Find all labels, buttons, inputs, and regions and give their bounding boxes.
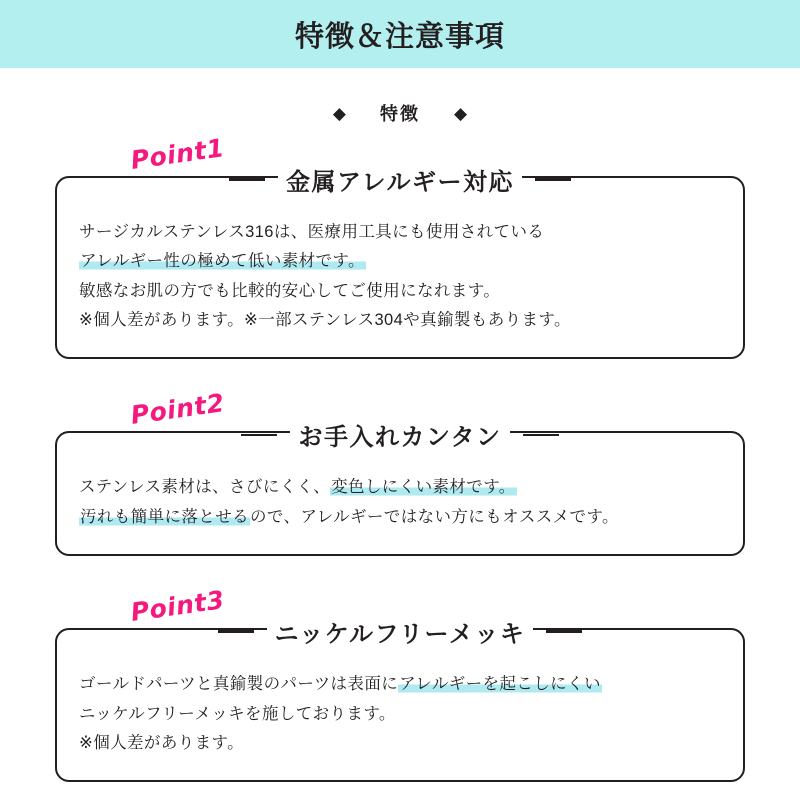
body-text: ※個人差があります。 — [79, 733, 245, 752]
point-block — [55, 388, 745, 556]
point-title-2: お手入れカンタン — [290, 417, 509, 452]
section-heading-label: 特徴 — [380, 104, 420, 124]
point-title-1: 金属アレルギー対応 — [278, 162, 522, 197]
title-rule-left — [241, 434, 277, 437]
body-line — [79, 277, 721, 306]
body-line — [79, 306, 721, 335]
body-line — [79, 473, 721, 502]
point-tag-3: Point3 — [128, 585, 227, 628]
diamond-right-icon: ◆ — [454, 103, 468, 123]
title-rule-right — [523, 434, 559, 437]
point-block — [55, 585, 745, 782]
body-line — [79, 729, 721, 758]
point-tag-2: Point2 — [128, 388, 227, 431]
point-card-1 — [55, 169, 745, 359]
body-line — [79, 247, 721, 276]
point-body-1 — [79, 218, 721, 335]
point-tag-1: Point1 — [128, 133, 227, 175]
body-text-highlighted: 変色しにくい素材です。 — [331, 478, 516, 497]
body-text: ゴールドパーツと真鍮製のパーツは表面に — [79, 675, 399, 694]
body-line — [79, 503, 721, 532]
point-title-3: ニッケルフリーメッキ — [267, 614, 534, 649]
title-rule-right — [546, 630, 582, 633]
point-body-3 — [79, 670, 721, 758]
page-header-banner — [0, 0, 800, 68]
diamond-left-icon: ◆ — [332, 103, 346, 123]
section-heading — [0, 100, 800, 126]
point-block — [55, 133, 745, 359]
page-title: 特徴＆注意事項 — [294, 20, 505, 53]
body-text: ので、アレルギーではない方にもオススメです。 — [250, 507, 619, 526]
point-card-3 — [55, 621, 745, 782]
body-text: 敏感なお肌の方でも比較的安心してご使用になれます。 — [79, 281, 501, 300]
point-card-2 — [55, 424, 745, 556]
body-line — [79, 218, 721, 247]
body-text: ※個人差があります。※一部ステンレス304や真鍮製もあります。 — [79, 311, 571, 330]
body-text: ステンレス素材は、さびにくく、 — [79, 478, 331, 497]
body-text: ニッケルフリーメッキを施しております。 — [79, 704, 396, 723]
body-text: サージカルステンレス316は、医療用工具にも使用されている — [79, 223, 545, 241]
title-rule-left — [218, 630, 254, 633]
body-text-highlighted: 汚れも簡単に落とせる — [80, 507, 249, 526]
body-line — [79, 670, 721, 699]
points-list — [0, 133, 800, 782]
title-rule-right — [535, 178, 571, 181]
title-rule-left — [229, 178, 265, 181]
body-line — [79, 700, 721, 729]
point-body-2 — [79, 473, 721, 532]
body-text-highlighted: アレルギーを起こしにくい — [399, 675, 601, 694]
body-text-highlighted: アレルギー性の極めて低い素材です。 — [80, 252, 365, 271]
